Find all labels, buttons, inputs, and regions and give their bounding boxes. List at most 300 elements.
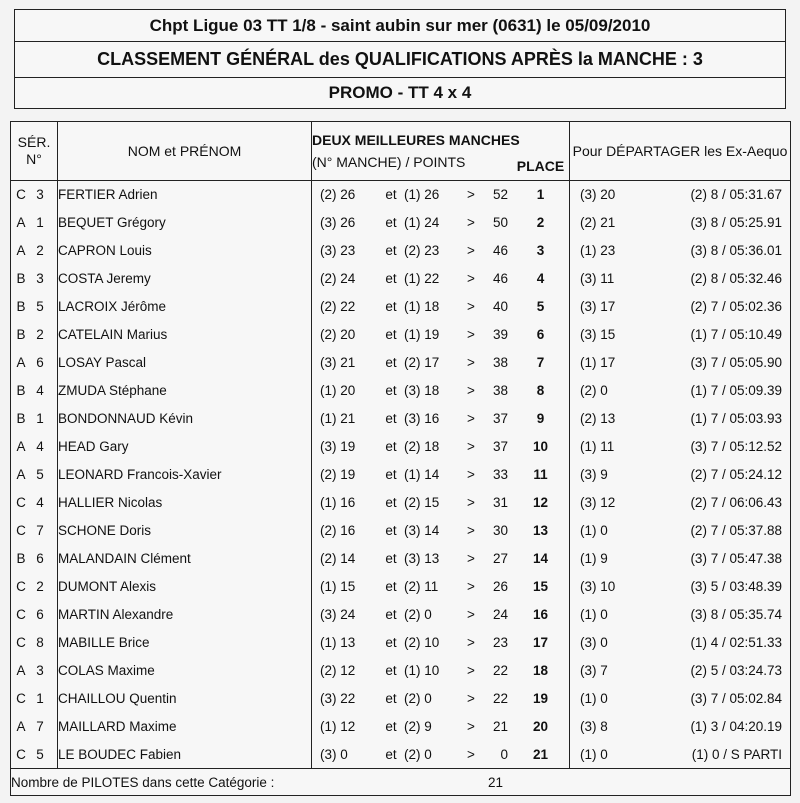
serie-number: 3: [36, 663, 44, 678]
best-round-2: (3) 13: [404, 551, 440, 566]
pilot-count-label: Nombre de PILOTES dans cette Catégorie :: [11, 769, 513, 796]
table-row: [11, 321, 791, 349]
serie-cell: [11, 237, 58, 265]
tiebreak-cell: [570, 181, 791, 209]
total-points: 30: [492, 523, 508, 538]
serie-letter: A: [16, 719, 26, 734]
tiebreak-round: (1) 17: [580, 355, 616, 370]
best-rounds-cell: [312, 237, 513, 265]
tiebreak-laps-time: (2) 7 / 05:02.36: [690, 299, 782, 314]
best-round-2: (2) 9: [404, 719, 432, 734]
serie-cell: [11, 349, 58, 377]
serie-letter: C: [16, 523, 26, 538]
tiebreak-laps-time: (1) 4 / 02:51.33: [690, 635, 782, 650]
tiebreak-laps-time: (2) 7 / 05:37.88: [690, 523, 782, 538]
serie-letter: A: [16, 215, 26, 230]
best-rounds-cell: [312, 573, 513, 601]
serie-cell: [11, 545, 58, 573]
gt-separator: >: [467, 327, 475, 342]
serie-letter: B: [16, 411, 26, 426]
tiebreak-laps-time: (1) 3 / 04:20.19: [690, 719, 782, 734]
total-points: 21: [492, 719, 508, 734]
serie-letter: C: [16, 635, 26, 650]
serie-cell: [11, 461, 58, 489]
total-points: 22: [492, 663, 508, 678]
et-separator: et: [385, 187, 397, 203]
et-separator: et: [385, 243, 397, 258]
pilot-name: FERTIER Adrien: [58, 181, 312, 209]
total-points: 50: [492, 215, 508, 230]
best-round-1: (2) 14: [320, 551, 356, 566]
serie-number: 6: [36, 607, 44, 622]
serie-cell: [11, 713, 58, 741]
pilot-name: BONDONNAUD Kévin: [58, 405, 312, 433]
serie-number: 5: [36, 467, 44, 482]
place-cell: 16: [512, 601, 570, 629]
best-round-1: (3) 22: [320, 691, 356, 706]
table-row: [11, 713, 791, 741]
serie-letter: B: [16, 299, 26, 314]
tiebreak-round: (3) 0: [580, 635, 608, 650]
best-round-2: (1) 18: [404, 299, 440, 314]
tiebreak-cell: [570, 237, 791, 265]
tiebreak-round: (1) 0: [580, 691, 608, 706]
place-cell: 15: [512, 573, 570, 601]
best-round-1: (1) 12: [320, 719, 356, 734]
place-cell: 1: [512, 181, 570, 209]
best-rounds-title: DEUX MEILLEURES MANCHES: [312, 132, 520, 148]
serie-cell: [11, 321, 58, 349]
serie-cell: [11, 629, 58, 657]
tiebreak-round: (1) 0: [580, 607, 608, 622]
total-points: 31: [492, 495, 508, 510]
serie-number: 4: [36, 439, 44, 454]
best-rounds-cell: [312, 517, 513, 545]
pilot-name: DUMONT Alexis: [58, 573, 312, 601]
serie-letter: A: [16, 467, 26, 482]
competition-title: Chpt Ligue 03 TT 1/8 - saint aubin sur mer (0631) le 05/09/2010: [14, 9, 786, 41]
best-round-2: (2) 17: [404, 355, 440, 370]
tiebreak-round: (1) 11: [580, 439, 615, 454]
serie-number: 5: [36, 746, 44, 762]
best-round-2: (3) 18: [404, 383, 440, 398]
serie-letter: A: [16, 439, 26, 454]
pilot-name: MARTIN Alexandre: [58, 601, 312, 629]
table-row: [11, 685, 791, 713]
pilot-name: LE BOUDEC Fabien: [58, 741, 312, 769]
total-points: 37: [492, 439, 508, 454]
serie-number: 3: [36, 187, 44, 203]
pilot-name: CATELAIN Marius: [58, 321, 312, 349]
serie-letter: C: [16, 607, 26, 622]
best-round-2: (2) 10: [404, 635, 440, 650]
tiebreak-round: (3) 20: [580, 187, 616, 203]
total-points: 22: [492, 691, 508, 706]
best-round-2: (2) 0: [404, 746, 432, 762]
serie-letter: A: [16, 355, 26, 370]
gt-separator: >: [467, 215, 475, 230]
tiebreak-laps-time: (3) 7 / 05:02.84: [690, 691, 782, 706]
best-round-1: (2) 22: [320, 299, 356, 314]
tiebreak-laps-time: (3) 7 / 05:47.38: [690, 551, 782, 566]
table-header-row: [11, 122, 791, 181]
gt-separator: >: [467, 411, 475, 426]
place-cell: 9: [512, 405, 570, 433]
serie-letter: C: [16, 746, 26, 762]
total-points: 24: [492, 607, 508, 622]
table-row: [11, 209, 791, 237]
ranking-title: CLASSEMENT GÉNÉRAL des QUALIFICATIONS APRÈS la MANCHE : 3: [14, 41, 786, 77]
tiebreak-laps-time: (3) 8 / 05:35.74: [690, 607, 782, 622]
best-rounds-cell: [312, 741, 513, 769]
et-separator: et: [385, 299, 397, 314]
best-round-2: (2) 15: [404, 495, 440, 510]
serie-cell: [11, 209, 58, 237]
serie-letter: C: [16, 187, 26, 203]
serie-cell: [11, 405, 58, 433]
pilot-name: MABILLE Brice: [58, 629, 312, 657]
best-round-2: (2) 18: [404, 439, 440, 454]
serie-number: 1: [36, 691, 44, 706]
tiebreak-laps-time: (3) 5 / 03:48.39: [690, 579, 782, 594]
tiebreak-cell: [570, 545, 791, 573]
tiebreak-cell: [570, 209, 791, 237]
table-row: [11, 657, 791, 685]
best-round-1: (3) 19: [320, 439, 356, 454]
et-separator: et: [385, 215, 397, 230]
serie-cell: [11, 685, 58, 713]
gt-separator: >: [467, 635, 475, 650]
tiebreak-laps-time: (2) 5 / 03:24.73: [690, 663, 782, 678]
best-rounds-cell: [312, 461, 513, 489]
serie-cell: [11, 573, 58, 601]
total-points: 37: [492, 411, 508, 426]
tiebreak-cell: [570, 405, 791, 433]
serie-cell: [11, 181, 58, 209]
serie-number: 7: [36, 523, 44, 538]
serie-number: 8: [36, 635, 44, 650]
place-cell: 7: [512, 349, 570, 377]
tiebreak-round: (3) 17: [580, 299, 616, 314]
best-round-1: (3) 23: [320, 243, 356, 258]
et-separator: et: [385, 746, 397, 762]
best-round-2: (2) 11: [404, 579, 439, 594]
serie-cell: [11, 489, 58, 517]
pilot-name: LACROIX Jérôme: [58, 293, 312, 321]
serie-header-bottom: N°: [26, 151, 42, 167]
et-separator: et: [385, 719, 397, 734]
place-cell: 21: [512, 741, 570, 769]
tiebreak-round: (2) 21: [580, 215, 616, 230]
tiebreak-cell: [570, 517, 791, 545]
best-round-1: (1) 16: [320, 495, 356, 510]
tiebreak-laps-time: (1) 7 / 05:03.93: [690, 411, 782, 426]
best-rounds-cell: [312, 209, 513, 237]
best-round-2: (1) 26: [404, 187, 440, 203]
serie-cell: [11, 741, 58, 769]
best-round-2: (1) 19: [404, 327, 440, 342]
tiebreak-cell: [570, 265, 791, 293]
best-rounds-cell: [312, 601, 513, 629]
tiebreak-laps-time: (1) 7 / 05:09.39: [690, 383, 782, 398]
best-round-1: (2) 26: [320, 187, 356, 203]
gt-separator: >: [467, 355, 475, 370]
table-row: [11, 237, 791, 265]
pilot-name: MAILLARD Maxime: [58, 713, 312, 741]
best-rounds-cell: [312, 433, 513, 461]
et-separator: et: [385, 271, 397, 286]
total-points: 0: [500, 746, 508, 762]
best-round-2: (2) 0: [404, 691, 432, 706]
tiebreak-laps-time: (3) 8 / 05:36.01: [690, 243, 782, 258]
table-row: [11, 293, 791, 321]
pilot-name: CAPRON Louis: [58, 237, 312, 265]
et-separator: et: [385, 579, 397, 594]
place-cell: 4: [512, 265, 570, 293]
table-row: [11, 545, 791, 573]
gt-separator: >: [467, 243, 475, 258]
best-round-2: (1) 10: [404, 663, 440, 678]
place-cell: 2: [512, 209, 570, 237]
et-separator: et: [385, 663, 397, 678]
tiebreak-laps-time: (2) 7 / 06:06.43: [690, 495, 782, 510]
et-separator: et: [385, 691, 397, 706]
place-cell: 5: [512, 293, 570, 321]
et-separator: et: [385, 355, 397, 370]
total-points: 52: [492, 187, 508, 203]
tiebreak-laps-time: (2) 8 / 05:31.67: [690, 187, 782, 203]
tiebreak-round: (1) 23: [580, 243, 616, 258]
best-round-1: (2) 16: [320, 523, 356, 538]
place-cell: 17: [512, 629, 570, 657]
total-points: 46: [492, 243, 508, 258]
tiebreak-round: (2) 13: [580, 411, 616, 426]
best-rounds-cell: [312, 293, 513, 321]
tiebreak-cell: [570, 489, 791, 517]
pilot-name: HALLIER Nicolas: [58, 489, 312, 517]
pilot-name: HEAD Gary: [58, 433, 312, 461]
place-cell: 6: [512, 321, 570, 349]
tiebreak-cell: [570, 433, 791, 461]
gt-separator: >: [467, 495, 475, 510]
et-separator: et: [385, 495, 397, 510]
et-separator: et: [385, 327, 397, 342]
serie-number: 4: [36, 383, 44, 398]
table-row: [11, 629, 791, 657]
total-points: 39: [492, 327, 508, 342]
tiebreak-cell: [570, 629, 791, 657]
best-rounds-cell: [312, 181, 513, 209]
pilot-name: COSTA Jeremy: [58, 265, 312, 293]
best-round-1: (1) 21: [320, 411, 356, 426]
place-cell: 3: [512, 237, 570, 265]
place-cell: 10: [512, 433, 570, 461]
best-rounds-cell: [312, 405, 513, 433]
pilot-name: CHAILLOU Quentin: [58, 685, 312, 713]
tiebreak-round: (1) 0: [580, 523, 608, 538]
tiebreak-round: (3) 12: [580, 495, 616, 510]
best-round-1: (3) 0: [320, 746, 348, 762]
serie-number: 5: [36, 299, 44, 314]
gt-separator: >: [467, 271, 475, 286]
et-separator: et: [385, 551, 397, 566]
serie-cell: [11, 601, 58, 629]
gt-separator: >: [467, 551, 475, 566]
tiebreak-round: (3) 9: [580, 467, 608, 482]
tiebreak-laps-time: (3) 8 / 05:25.91: [690, 215, 782, 230]
et-separator: et: [385, 439, 397, 454]
gt-separator: >: [467, 187, 475, 203]
serie-letter: A: [16, 243, 26, 258]
pilot-name: SCHONE Doris: [58, 517, 312, 545]
column-header-tiebreak: Pour DÉPARTAGER les Ex-Aequo: [570, 122, 791, 181]
serie-letter: C: [16, 495, 26, 510]
gt-separator: >: [467, 719, 475, 734]
serie-letter: B: [16, 327, 26, 342]
tiebreak-cell: [570, 377, 791, 405]
serie-letter: B: [16, 551, 26, 566]
table-row: [11, 573, 791, 601]
best-rounds-cell: [312, 489, 513, 517]
best-round-2: (2) 23: [404, 243, 440, 258]
tiebreak-laps-time: (1) 7 / 05:10.49: [690, 327, 782, 342]
column-header-place: PLACE: [512, 122, 570, 181]
tiebreak-cell: [570, 293, 791, 321]
tiebreak-round: (1) 9: [580, 551, 608, 566]
gt-separator: >: [467, 663, 475, 678]
serie-number: 2: [36, 579, 44, 594]
et-separator: et: [385, 411, 397, 426]
best-rounds-cell: [312, 713, 513, 741]
pilot-name: ZMUDA Stéphane: [58, 377, 312, 405]
pilot-name: LOSAY Pascal: [58, 349, 312, 377]
best-round-2: (1) 22: [404, 271, 440, 286]
best-round-1: (1) 13: [320, 635, 356, 650]
et-separator: et: [385, 523, 397, 538]
column-header-best-rounds: [312, 122, 520, 181]
category-title: PROMO - TT 4 x 4: [14, 77, 786, 109]
best-round-2: (3) 14: [404, 523, 440, 538]
tiebreak-laps-time: (3) 7 / 05:12.52: [690, 439, 782, 454]
serie-cell: [11, 517, 58, 545]
serie-letter: C: [16, 579, 26, 594]
gt-separator: >: [467, 299, 475, 314]
table-row: [11, 349, 791, 377]
best-round-1: (3) 24: [320, 607, 356, 622]
best-round-2: (3) 16: [404, 411, 440, 426]
serie-cell: [11, 265, 58, 293]
serie-number: 7: [36, 719, 44, 734]
table-row: [11, 741, 791, 769]
tiebreak-cell: [570, 321, 791, 349]
pilot-name: MALANDAIN Clément: [58, 545, 312, 573]
tiebreak-cell: [570, 685, 791, 713]
tiebreak-cell: [570, 573, 791, 601]
tiebreak-round: (3) 7: [580, 663, 608, 678]
serie-number: 3: [36, 271, 44, 286]
serie-number: 2: [36, 243, 44, 258]
tiebreak-laps-time: (3) 7 / 05:05.90: [690, 355, 782, 370]
serie-number: 1: [36, 215, 44, 230]
place-cell: 12: [512, 489, 570, 517]
gt-separator: >: [467, 607, 475, 622]
tiebreak-round: (1) 0: [580, 746, 608, 762]
gt-separator: >: [467, 691, 475, 706]
table-row: [11, 461, 791, 489]
tiebreak-laps-time: (1) 0 / S PARTI: [691, 746, 782, 762]
pilot-count-value: 21: [512, 769, 791, 796]
place-cell: 18: [512, 657, 570, 685]
place-cell: 19: [512, 685, 570, 713]
best-round-1: (2) 20: [320, 327, 356, 342]
tiebreak-round: (2) 0: [580, 383, 608, 398]
tiebreak-cell: [570, 741, 791, 769]
total-points: 33: [492, 467, 508, 482]
best-round-1: (2) 24: [320, 271, 356, 286]
tiebreak-cell: [570, 461, 791, 489]
total-points: 23: [492, 635, 508, 650]
place-cell: 13: [512, 517, 570, 545]
best-round-2: (2) 0: [404, 607, 432, 622]
tiebreak-cell: [570, 657, 791, 685]
place-cell: 20: [512, 713, 570, 741]
best-round-2: (1) 24: [404, 215, 440, 230]
ranking-table: [10, 121, 791, 796]
best-rounds-subtitle: (N° MANCHE) / POINTS: [312, 154, 466, 170]
serie-number: 1: [36, 411, 44, 426]
serie-letter: B: [16, 383, 26, 398]
tiebreak-round: (3) 8: [580, 719, 608, 734]
serie-header-top: SÉR.: [17, 134, 51, 150]
serie-number: 6: [36, 355, 44, 370]
best-rounds-cell: [312, 265, 513, 293]
footer-row: [11, 769, 791, 796]
best-round-1: (1) 20: [320, 383, 356, 398]
pilot-name: LEONARD Francois-Xavier: [58, 461, 312, 489]
serie-letter: A: [16, 663, 26, 678]
serie-letter: B: [16, 271, 26, 286]
pilot-name: BEQUET Grégory: [58, 209, 312, 237]
total-points: 38: [492, 383, 508, 398]
best-rounds-cell: [312, 685, 513, 713]
tiebreak-round: (3) 11: [580, 271, 615, 286]
total-points: 27: [492, 551, 508, 566]
gt-separator: >: [467, 579, 475, 594]
best-rounds-cell: [312, 377, 513, 405]
table-row: [11, 489, 791, 517]
best-rounds-cell: [312, 629, 513, 657]
tiebreak-cell: [570, 713, 791, 741]
tiebreak-laps-time: (2) 8 / 05:32.46: [690, 271, 782, 286]
serie-cell: [11, 293, 58, 321]
total-points: 40: [492, 299, 508, 314]
best-rounds-cell: [312, 349, 513, 377]
place-cell: 8: [512, 377, 570, 405]
et-separator: et: [385, 635, 397, 650]
serie-letter: C: [16, 691, 26, 706]
tiebreak-cell: [570, 601, 791, 629]
tiebreak-laps-time: (2) 7 / 05:24.12: [690, 467, 782, 482]
table-row: [11, 377, 791, 405]
place-cell: 11: [512, 461, 570, 489]
place-cell: 14: [512, 545, 570, 573]
best-round-1: (2) 12: [320, 663, 356, 678]
serie-cell: [11, 657, 58, 685]
tiebreak-round: (3) 10: [580, 579, 616, 594]
best-round-1: (1) 15: [320, 579, 356, 594]
best-rounds-cell: [312, 321, 513, 349]
best-round-2: (1) 14: [404, 467, 440, 482]
